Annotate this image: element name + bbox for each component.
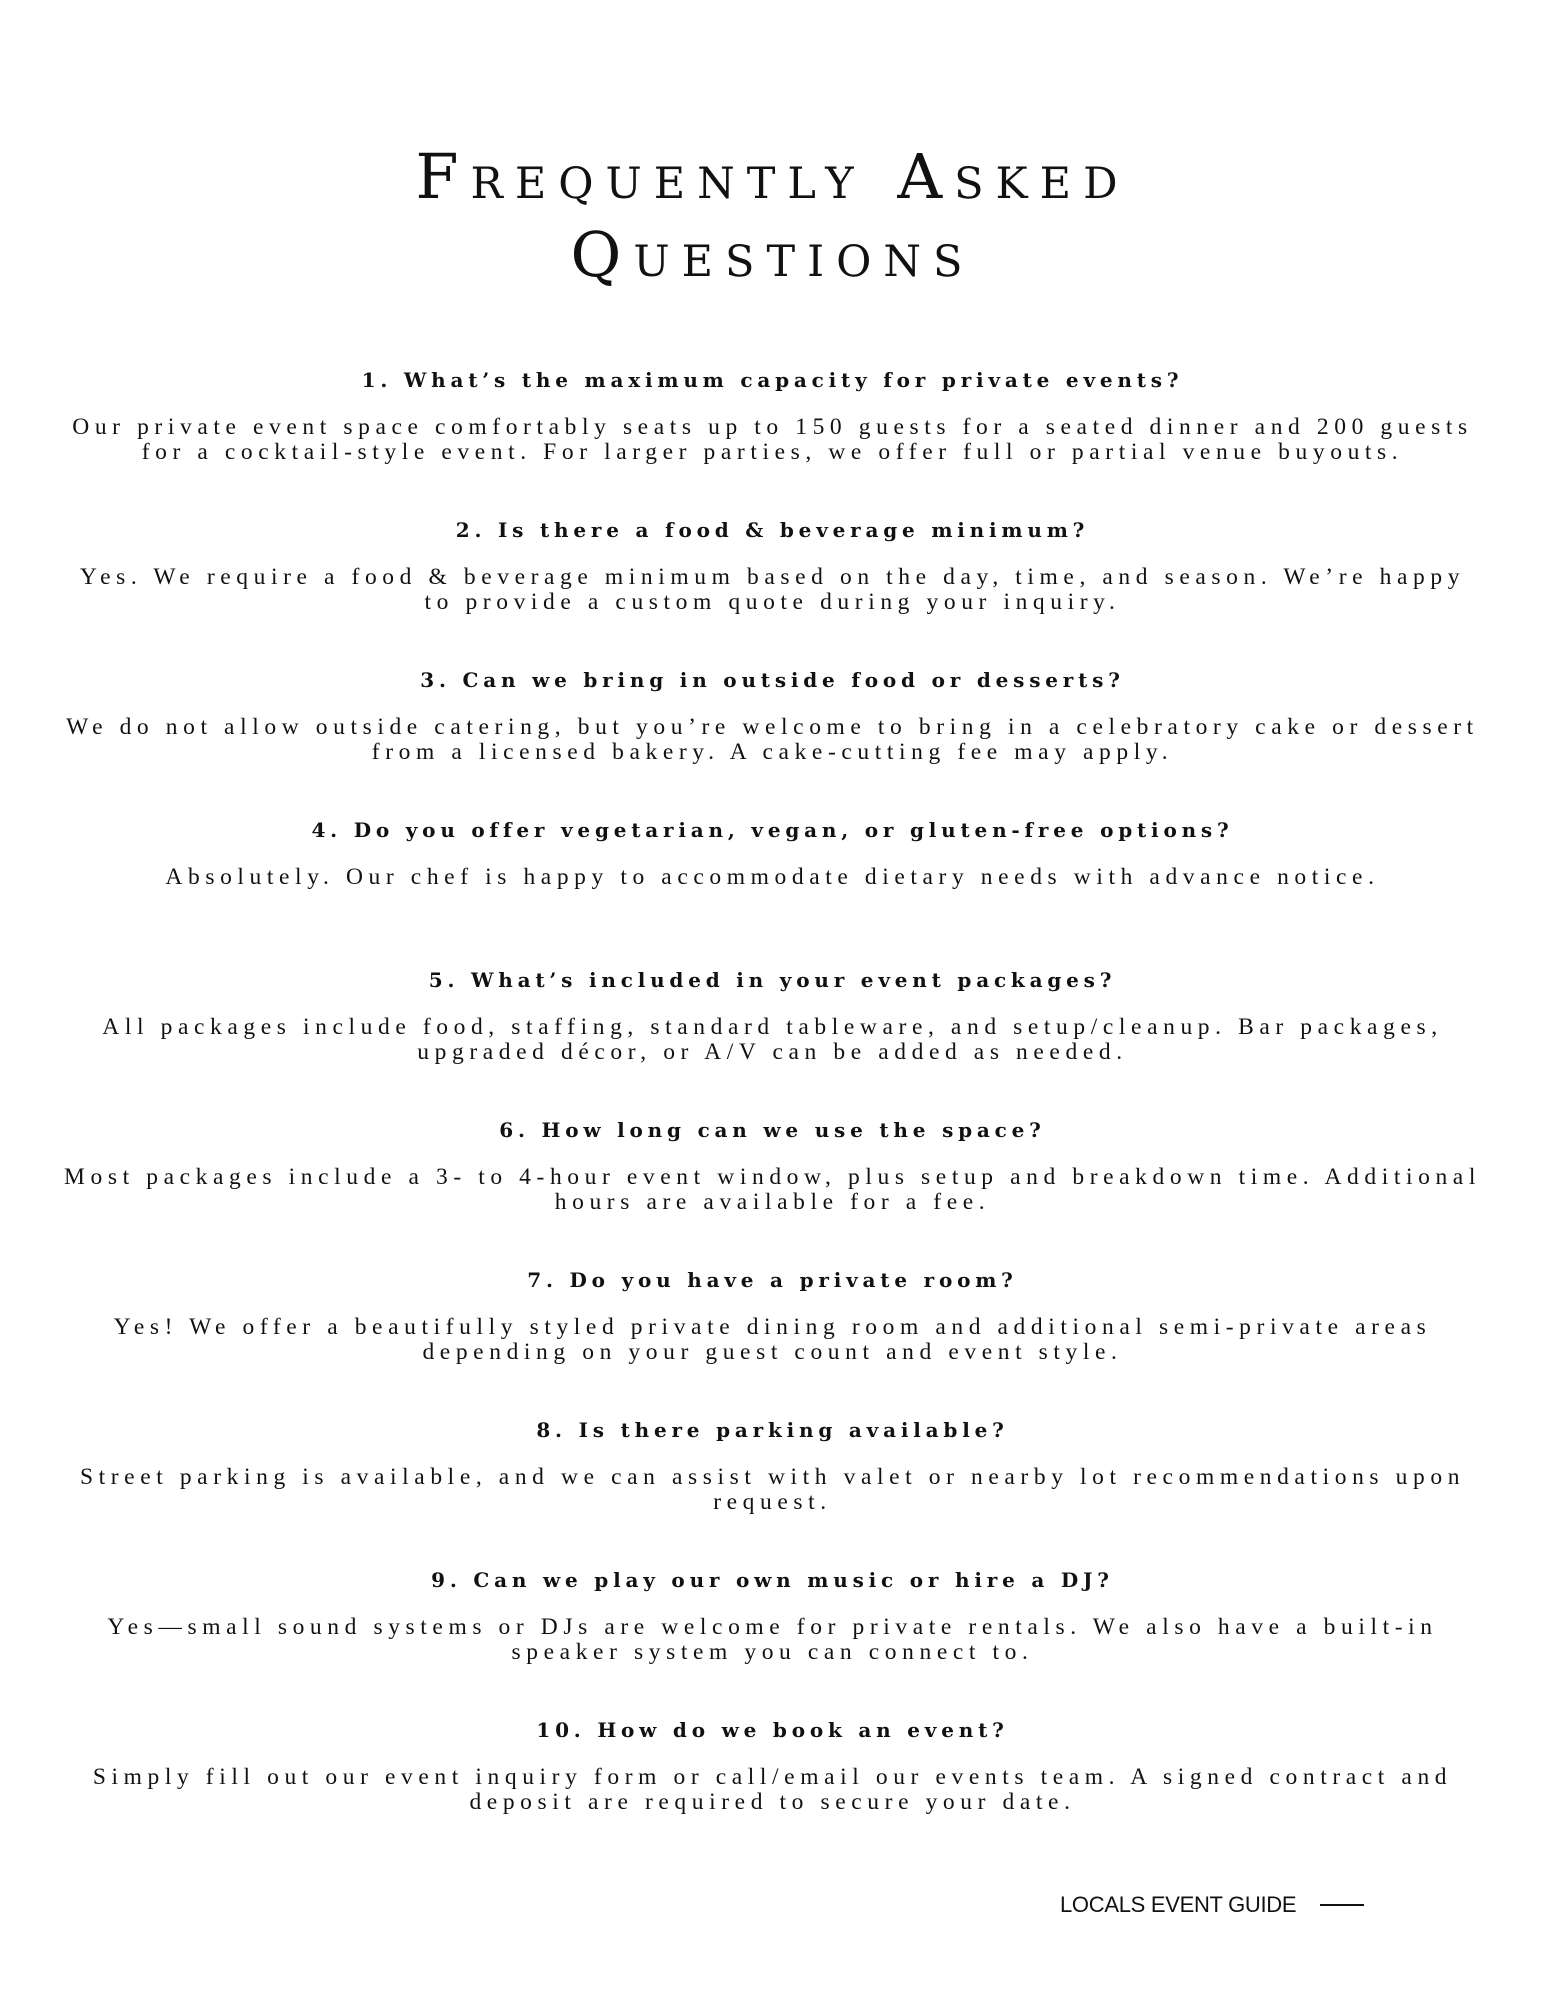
faq-answer: Yes—small sound systems or DJs are welcome for private rentals. We also have a built-in speaker system you can connect to.	[107, 1614, 1438, 1665]
faq-answer: Most packages include a 3- to 4-hour event window, plus setup and breakdown time. Additional hours are available for a fee.	[64, 1164, 1481, 1215]
faq-question: 3. Can we bring in outside food or desserts?	[420, 668, 1125, 692]
faq-question: 10. How do we book an event?	[536, 1718, 1009, 1742]
faq-item-9	[60, 1567, 1485, 1717]
faq-answer: Yes. We require a food & beverage minimum based on the day, time, and season. We’re happy to provide a custom quote during your inquiry.	[79, 564, 1466, 615]
faq-question: 6. How long can we use the space?	[499, 1118, 1046, 1142]
faq-list	[60, 367, 1485, 1867]
faq-question: 5. What’s included in your event packages?	[428, 968, 1117, 992]
page-title-line-1: Frequently Asked	[415, 140, 1130, 213]
footer-label: LOCALS EVENT GUIDE	[1060, 1892, 1297, 1917]
faq-answer: Our private event space comfortably seats up to 150 guests for a seated dinner and 200 guests for a cocktail-style event. For larger parties, we offer full or partial venue buyouts.	[72, 414, 1473, 465]
faq-item-1	[60, 367, 1485, 517]
faq-question: 9. Can we play our own music or hire a DJ?	[431, 1568, 1114, 1592]
faq-answer: Yes! We offer a beautifully styled private dining room and additional semi-private areas depending on your guest count and event style.	[113, 1314, 1432, 1365]
faq-question: 1. What’s the maximum capacity for private events?	[361, 368, 1184, 392]
faq-item-8	[60, 1417, 1485, 1567]
faq-item-4	[60, 817, 1485, 967]
page-title-line-2: Questions	[570, 218, 975, 291]
faq-item-5	[60, 967, 1485, 1117]
faq-item-6	[60, 1117, 1485, 1267]
footer	[1060, 1892, 1364, 1918]
faq-answer: We do not allow outside catering, but you’re welcome to bring in a celebratory cake or dessert from a licensed bakery. A cake-cutting fee may apply.	[66, 714, 1479, 765]
faq-answer: Absolutely. Our chef is happy to accommodate dietary needs with advance notice.	[165, 864, 1380, 890]
faq-answer: Street parking is available, and we can assist with valet or nearby lot recommendations upon request.	[79, 1464, 1466, 1515]
faq-question: 8. Is there parking available?	[536, 1418, 1009, 1442]
faq-item-2	[60, 517, 1485, 667]
footer-rule	[1320, 1904, 1364, 1906]
faq-item-7	[60, 1267, 1485, 1417]
page-title	[0, 138, 1545, 294]
faq-question: 4. Do you offer vegetarian, vegan, or gluten-free options?	[311, 818, 1234, 842]
faq-question: 7. Do you have a private room?	[527, 1268, 1018, 1292]
faq-answer: All packages include food, staffing, standard tableware, and setup/cleanup. Bar packages, upgraded décor, or A/V can be added as needed.	[102, 1014, 1443, 1065]
faq-answer: Simply fill out our event inquiry form or call/email our events team. A signed contract and deposit are required to secure your date.	[92, 1764, 1453, 1815]
faq-question: 2. Is there a food & beverage minimum?	[455, 518, 1090, 542]
faq-item-3	[60, 667, 1485, 817]
faq-item-10	[60, 1717, 1485, 1867]
